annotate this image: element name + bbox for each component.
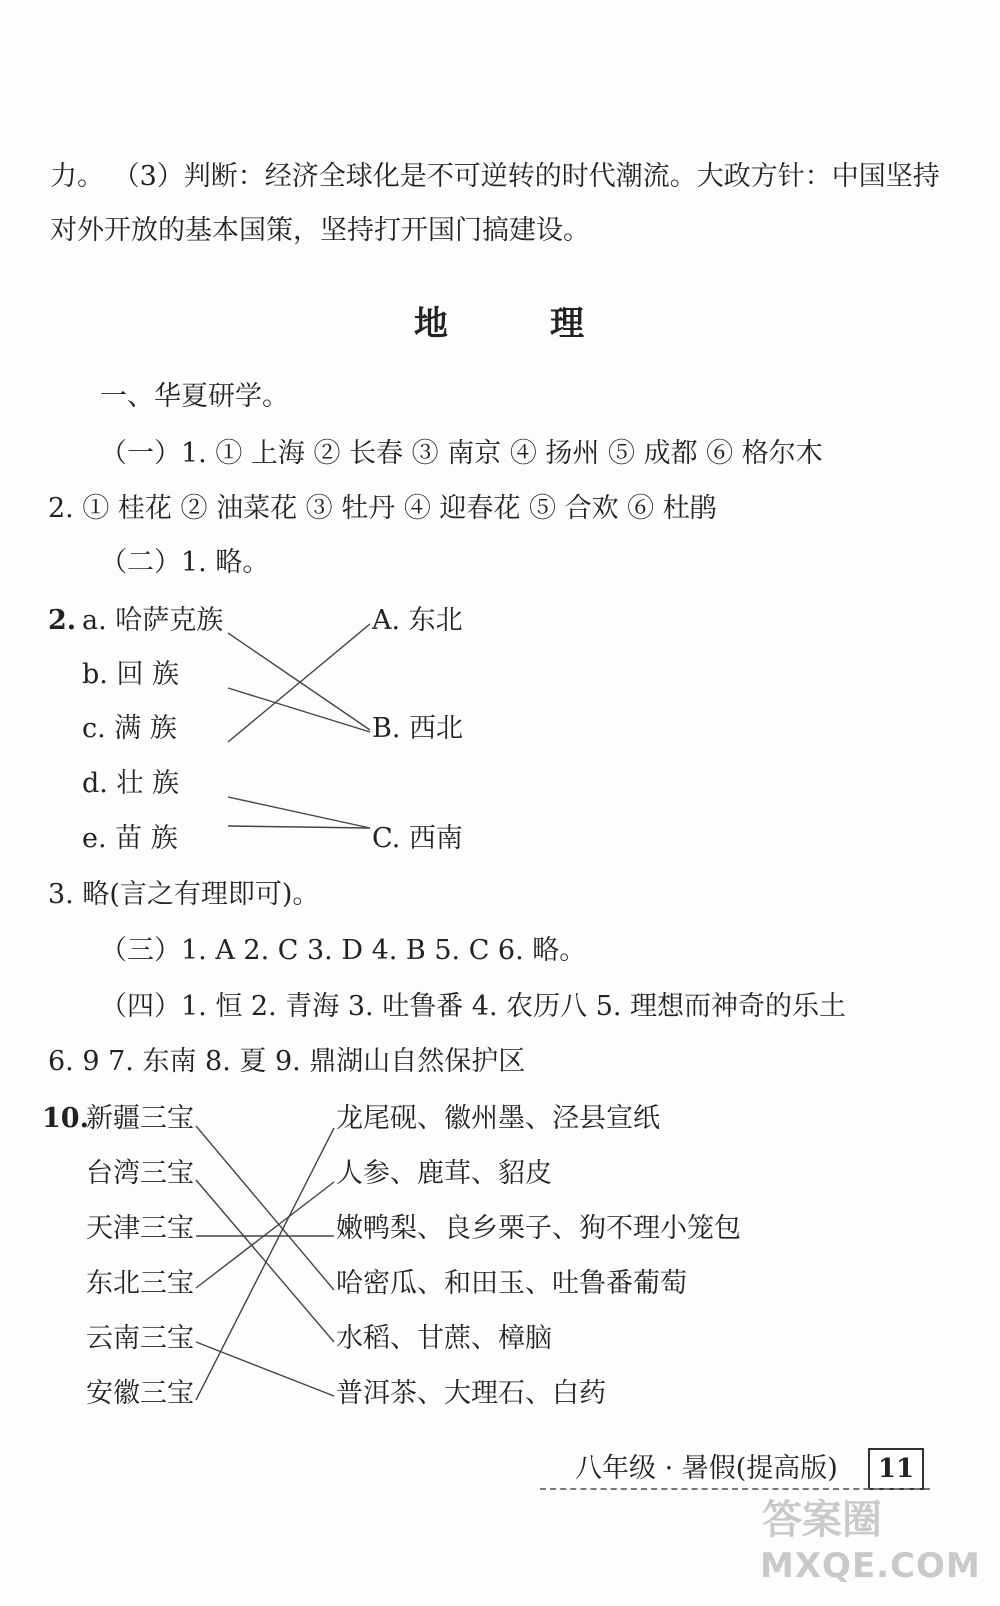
match2-left-c: c. 满 族 <box>82 713 177 744</box>
connector-c-a <box>228 624 370 742</box>
match10-right-1: 龙尾砚、徽州墨、泾县宣纸 <box>336 1103 660 1134</box>
connector-xinjiang <box>196 1126 334 1290</box>
match10-right-3: 嫩鸭梨、良乡栗子、狗不理小笼包 <box>336 1213 741 1244</box>
connector-anhui <box>196 1128 334 1400</box>
match2-right-a: A. 东北 <box>372 605 463 636</box>
match10-number: 10. <box>42 1103 89 1134</box>
title-char-1: 地 <box>414 304 450 344</box>
match2-number: 2. <box>48 605 77 636</box>
match2-right-b: B. 西北 <box>372 713 464 744</box>
connector-b-b <box>228 688 370 732</box>
watermark-logo: 答案圈 <box>762 1497 882 1543</box>
match2-right-c: C. 西南 <box>372 823 463 854</box>
answer-part-3: （三）1. A 2. C 3. D 4. B 5. C 6. 略。 <box>100 935 587 966</box>
section-heading: 一、华夏研学。 <box>100 381 289 412</box>
match10-left-3: 天津三宝 <box>86 1213 194 1244</box>
match2-left-b: b. 回 族 <box>82 659 180 690</box>
connector-yunnan <box>196 1342 334 1396</box>
match2-left-d: d. 壮 族 <box>82 768 180 799</box>
answer-part-2-1: （二）1. 略。 <box>100 547 270 578</box>
page-number: 11 <box>868 1448 924 1490</box>
match10-right-5: 水稻、甘蔗、樟脑 <box>336 1323 552 1354</box>
connector-dongbei <box>196 1182 334 1288</box>
title-char-2: 理 <box>550 304 586 344</box>
connector-e-c <box>228 826 370 828</box>
answer-part-4-1: （四）1. 恒 2. 青海 3. 吐鲁番 4. 农历八 5. 理想而神奇的乐土 <box>100 991 847 1022</box>
match10-left-5: 云南三宝 <box>86 1323 194 1354</box>
footer-divider <box>540 1488 930 1490</box>
match10-right-4: 哈密瓜、和田玉、吐鲁番葡萄 <box>336 1268 687 1299</box>
answer-3: 3. 略(言之有理即可)。 <box>48 879 320 910</box>
match10-right-6: 普洱茶、大理石、白药 <box>336 1378 606 1409</box>
answer-part-1-2: 2. ① 桂花 ② 油菜花 ③ 牡丹 ④ 迎春花 ⑤ 合欢 ⑥ 杜鹃 <box>48 493 717 524</box>
match10-left-6: 安徽三宝 <box>86 1378 194 1409</box>
section-title <box>0 296 1000 345</box>
match2-left-e: e. 苗 族 <box>82 823 178 854</box>
text-line-1: 力。 （3）判断：经济全球化是不可逆转的时代潮流。大政方针：中国坚持 <box>50 161 940 192</box>
footer-label: 八年级 · 暑假(提高版) <box>575 1453 838 1484</box>
answer-part-4-2: 6. 9 7. 东南 8. 夏 9. 鼎湖山自然保护区 <box>48 1046 526 1077</box>
answer-part-1-1: （一）1. ① 上海 ② 长春 ③ 南京 ④ 扬州 ⑤ 成都 ⑥ 格尔木 <box>100 438 823 469</box>
connector-a-b <box>228 633 370 730</box>
match10-left-2: 台湾三宝 <box>86 1158 194 1189</box>
match10-right-2: 人参、鹿茸、貂皮 <box>336 1158 552 1189</box>
text-line-2: 对外开放的基本国策，坚持打开国门搞建设。 <box>50 215 590 246</box>
match10-left-4: 东北三宝 <box>86 1268 194 1299</box>
watermark-url: MXQE.COM <box>760 1546 981 1586</box>
match2-left-a: a. 哈萨克族 <box>82 605 224 636</box>
connector-d-c <box>228 797 370 828</box>
connector-taiwan <box>196 1180 334 1342</box>
match10-left-1: 新疆三宝 <box>86 1103 194 1134</box>
